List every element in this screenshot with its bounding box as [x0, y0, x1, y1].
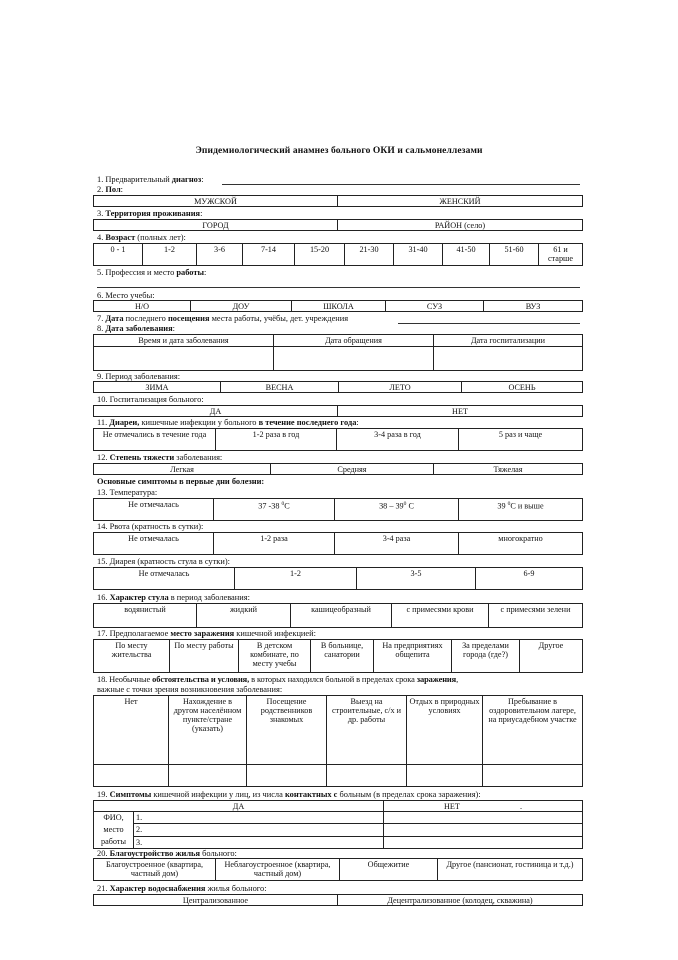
q1-post: : [201, 175, 204, 184]
q6-option-3[interactable]: СУЗ [386, 301, 484, 312]
q19-side-label [94, 812, 134, 849]
q18-option-1[interactable]: Нахождение в другом населённом пункте/стране (указать) [169, 696, 247, 765]
q19-label [97, 790, 481, 800]
q11-pre: 11. [97, 418, 110, 427]
q18-table [93, 695, 583, 787]
q3-bold: Территория проживания [105, 209, 201, 218]
q7-post: места работы, учёбы, дет. учреждения [209, 314, 349, 323]
q13-label: 13. Температура: [97, 488, 158, 497]
q10-option-yes[interactable]: ДА [94, 406, 338, 417]
q18-pre: 18. Необычные [97, 675, 153, 684]
q7-pre: 7. [97, 314, 106, 323]
q2-post: : [120, 185, 123, 194]
q11-option-1[interactable]: 1-2 раза в год [216, 429, 337, 451]
q13-opt3-text: 38 – 39 [379, 501, 404, 511]
q14-option-0[interactable]: Не отмечалась [94, 533, 214, 555]
q11-bold1: Диареи, [109, 418, 140, 427]
q20-post: больного: [200, 849, 237, 858]
q20-option-2[interactable]: Общежитие [340, 859, 438, 881]
q9-option-0[interactable]: ЗИМА [94, 382, 221, 393]
q14-option-1[interactable]: 1-2 раза [214, 533, 335, 555]
q13-opt3-unit: С [408, 501, 414, 511]
q15-option-3[interactable]: 6-9 [476, 568, 583, 590]
q11-table [93, 428, 583, 451]
q2-table [93, 195, 583, 207]
q8-answer-2[interactable] [434, 347, 583, 371]
q12-option-2[interactable]: Тяжелая [434, 464, 583, 475]
q3-post: : [200, 209, 203, 218]
q19-row-3[interactable]: 3. [134, 836, 384, 848]
q21-option-1[interactable]: Децентрализованное (колодец, скважина) [338, 895, 583, 906]
q4-option-1[interactable]: 1-2 [143, 244, 197, 266]
q6-option-1[interactable]: ДОУ [191, 301, 292, 312]
q17-option-3[interactable]: В больнице, санатории [311, 640, 374, 673]
q8-pre: 8. [97, 324, 106, 333]
q18-option-4[interactable]: Отдых в природных условиях [407, 696, 483, 765]
q7-bold1: Дата [105, 314, 124, 323]
q21-bold: Характер водоснабжения [109, 884, 206, 893]
q19-row-2[interactable]: 2. [134, 824, 384, 836]
q17-option-4[interactable]: На предприятиях общепита [374, 640, 452, 673]
q8-table [93, 334, 583, 371]
q20-option-1[interactable]: Неблагоустроенное (квартира, частный дом) [216, 859, 340, 881]
q18-mid: в которых находился больной в пределах срока [249, 675, 417, 684]
q19-dot: . [519, 802, 522, 811]
q11-label [97, 418, 359, 428]
q17-table [93, 639, 583, 673]
q2-option-female[interactable]: ЖЕНСКИЙ [338, 196, 583, 207]
q1-label [97, 175, 204, 185]
q21-table [93, 894, 583, 906]
q7-answer-line[interactable] [398, 323, 580, 324]
q2-option-male[interactable]: МУЖСКОЙ [94, 196, 338, 207]
q6-option-4[interactable]: ВУЗ [484, 301, 583, 312]
q2-bold: Пол [105, 185, 121, 194]
q4-label [97, 233, 186, 243]
q11-bold2: в течение последнего года [258, 418, 357, 427]
q3-option-district[interactable]: РАЙОН (село) [338, 220, 583, 231]
q19-row-1[interactable]: 1. [134, 812, 384, 824]
q16-pre: 16. [97, 593, 110, 602]
form-title: Эпидемиологический анамнез больного ОКИ и сальмонеллезами [195, 146, 483, 156]
q20-pre: 20. [97, 849, 110, 858]
q17-label [97, 629, 316, 639]
q9-option-1[interactable]: ВЕСНА [221, 382, 339, 393]
q19-no-header[interactable] [384, 801, 583, 812]
q17-option-0[interactable]: По месту жительства [94, 640, 170, 673]
q15-option-1[interactable]: 1-2 [235, 568, 357, 590]
q20-option-3[interactable]: Другое (пансионат, гостиница и т.д.) [438, 859, 583, 881]
q16-option-2[interactable]: кашицеобразный [291, 604, 392, 628]
q4-bold: Возраст [105, 233, 136, 242]
q13-table [93, 498, 583, 521]
q9-option-3[interactable]: ОСЕНЬ [462, 382, 583, 393]
q8-bold: Дата заболевания [105, 324, 173, 333]
q11-mid: кишечные инфекции у больного [139, 418, 259, 427]
q14-table [93, 532, 583, 555]
q20-table [93, 858, 583, 881]
q9-table [93, 381, 583, 393]
q16-option-1[interactable]: жидкий [197, 604, 291, 628]
q20-option-0[interactable]: Благоустроенное (квартира, частный дом) [94, 859, 216, 881]
q21-label [97, 884, 267, 894]
q5-label [97, 268, 206, 278]
q17-option-6[interactable]: Другое [520, 640, 583, 673]
q18-option-5[interactable]: Пребывание в оздоровительном лагере, на приусадебном участке [483, 696, 583, 765]
q3-table [93, 219, 583, 231]
q13-option-0[interactable]: Не отмечалась [94, 499, 214, 521]
q1-pre: 1. Предварительный [97, 175, 172, 184]
q13-opt2-unit: С [284, 501, 290, 511]
q18-label-line2: важные с точки зрения возникновения заболевания: [97, 685, 283, 694]
q4-option-4[interactable]: 15-20 [295, 244, 345, 266]
q2-label [97, 185, 123, 195]
q18-option-3[interactable]: Выезд на строительные, с/х и др. работы [327, 696, 407, 765]
q18-answer-2[interactable] [247, 765, 327, 787]
q13-opt2-text: 37 -38 [258, 501, 280, 511]
q4-option-2[interactable]: 3-6 [197, 244, 243, 266]
q13-opt4-unit: С и выше [510, 501, 544, 511]
q19-row-1-no[interactable] [384, 812, 583, 824]
q20-bold: Благоустройство жилья [109, 849, 201, 858]
q6-option-0[interactable]: Н/О [94, 301, 191, 312]
q19-yes-header[interactable]: ДА [94, 801, 384, 812]
q8-answer-1[interactable] [274, 347, 434, 371]
q8-answer-0[interactable] [94, 347, 274, 371]
q13-option-1[interactable] [214, 499, 335, 521]
q12-option-0[interactable]: Легкая [94, 464, 271, 475]
q16-option-0[interactable]: водянистый [94, 604, 197, 628]
q19-side-1: место [103, 825, 124, 834]
q17-option-2[interactable]: В детском комбинате, по месту учебы [239, 640, 311, 673]
q4-option-7[interactable]: 41-50 [443, 244, 490, 266]
q16-option-3[interactable]: с примесями крови [392, 604, 489, 628]
q19-mid: кишечной инфекции у лиц, из числа [151, 790, 285, 799]
q19-row-3-no[interactable] [384, 836, 583, 848]
q15-option-0[interactable]: Не отмечалась [94, 568, 235, 590]
q18-answer-0[interactable] [94, 765, 169, 787]
q1-answer-line[interactable] [222, 184, 580, 185]
q10-table [93, 405, 583, 417]
q8-header-0: Время и дата заболевания [94, 335, 274, 347]
q17-option-1[interactable]: По месту работы [170, 640, 239, 673]
q16-table [93, 603, 583, 628]
q17-post: кишечной инфекцией: [234, 629, 316, 638]
q13-option-2[interactable] [335, 499, 459, 521]
q15-table [93, 567, 583, 590]
q1-bold: диагноз [171, 175, 202, 184]
q17-option-5[interactable]: За пределами города (где?) [452, 640, 520, 673]
q11-option-3[interactable]: 5 раз и чаще [459, 429, 583, 451]
q18-answer-1[interactable] [169, 765, 247, 787]
q4-option-5[interactable]: 21-30 [345, 244, 394, 266]
q4-option-9[interactable]: 61 и старше [539, 244, 583, 266]
degree-mark: 0 [403, 501, 407, 507]
q7-mid: последнего [123, 314, 168, 323]
q11-option-2[interactable]: 3-4 раза в год [337, 429, 459, 451]
q17-bold: место заражения [170, 629, 235, 638]
q18-bold1: обстоятельства и условия, [152, 675, 250, 684]
q6-option-2[interactable]: ШКОЛА [292, 301, 386, 312]
q4-post: (полных лет): [135, 233, 186, 242]
q18-post: , [456, 675, 459, 684]
degree-mark: 0 [281, 501, 285, 507]
q15-label: 15. Диарея (кратность стула в сутки): [97, 557, 230, 566]
q3-label [97, 209, 202, 219]
q4-option-8[interactable]: 51-60 [490, 244, 539, 266]
q16-label [97, 593, 250, 603]
q19-no-text: НЕТ [444, 802, 460, 811]
degree-mark: 0 [507, 501, 511, 507]
q5-bold: работы [176, 268, 205, 277]
q12-post: заболевания: [174, 453, 223, 462]
q11-option-0[interactable]: Не отмечались в течение года [94, 429, 216, 451]
q18-option-0[interactable]: Нет [94, 696, 169, 765]
q19-bold2: контактных с [284, 790, 338, 799]
q8-post: : [172, 324, 175, 333]
q4-pre: 4. [97, 233, 106, 242]
q13-option-3[interactable] [459, 499, 583, 521]
q19-post: больным (в пределах срока заражения): [337, 790, 481, 799]
q14-option-3[interactable]: многократно [459, 533, 583, 555]
q4-option-3[interactable]: 7-14 [243, 244, 295, 266]
q12-bold: Степень тяжести [109, 453, 175, 462]
q18-label-line1 [97, 675, 458, 685]
q19-bold1: Симптомы [109, 790, 152, 799]
q18-bold2: заражения [416, 675, 457, 684]
q11-post: : [356, 418, 359, 427]
q12-option-1[interactable]: Средняя [271, 464, 434, 475]
q6-label: 6. Место учебы: [97, 291, 155, 300]
q19-row-2-no[interactable] [384, 824, 583, 836]
q5-post: : [204, 268, 207, 277]
q8-header-1: Дата обращения [274, 335, 434, 347]
q14-option-2[interactable]: 3-4 раза [335, 533, 459, 555]
q16-post: в период заболевания: [168, 593, 250, 602]
q8-header-2: Дата госпитализации [434, 335, 583, 347]
q18-answer-3[interactable] [327, 765, 407, 787]
q9-option-2[interactable]: ЛЕТО [339, 382, 462, 393]
q12-label [97, 453, 222, 463]
q16-bold: Характер стула [109, 593, 169, 602]
q21-post: жилья больного: [205, 884, 267, 893]
q4-option-0[interactable]: 0 - 1 [94, 244, 143, 266]
q19-pre: 19. [97, 790, 110, 799]
q10-label: 10. Госпитализация больного: [97, 395, 204, 404]
q19-table [93, 800, 583, 849]
q21-option-0[interactable]: Централизованное [94, 895, 338, 906]
q18-answer-4[interactable] [407, 765, 483, 787]
q4-option-6[interactable]: 31-40 [394, 244, 443, 266]
q12-table [93, 463, 583, 475]
q3-option-city[interactable]: ГОРОД [94, 220, 338, 231]
q18-option-2[interactable]: Посещение родственников знакомых [247, 696, 327, 765]
q2-pre: 2. [97, 185, 106, 194]
q12-pre: 12. [97, 453, 110, 462]
q14-label: 14. Рвота (кратность в сутки): [97, 522, 204, 531]
q15-option-2[interactable]: 3-5 [357, 568, 476, 590]
q7-bold2: посещения [167, 314, 210, 323]
q3-pre: 3. [97, 209, 106, 218]
q5-answer-line[interactable] [97, 287, 580, 288]
q10-option-no[interactable]: НЕТ [338, 406, 583, 417]
q19-side-2: работы [101, 837, 126, 846]
q5-pre: 5. Профессия и место [97, 268, 177, 277]
q8-label [97, 324, 175, 334]
q18-answer-5[interactable] [483, 765, 583, 787]
q4-table [93, 243, 583, 266]
q6-table [93, 300, 583, 312]
q7-label [97, 314, 348, 324]
q13-opt4-text: 39 [497, 501, 506, 511]
q9-label: 9. Период заболевания: [97, 372, 181, 381]
q17-pre: 17. Предполагаемое [97, 629, 171, 638]
q16-option-4[interactable]: с примесями зелени [489, 604, 583, 628]
q21-pre: 21. [97, 884, 110, 893]
symptoms-heading: Основные симптомы в первые дни болезни: [97, 477, 265, 486]
q19-side-0: ФИО, [103, 813, 124, 822]
